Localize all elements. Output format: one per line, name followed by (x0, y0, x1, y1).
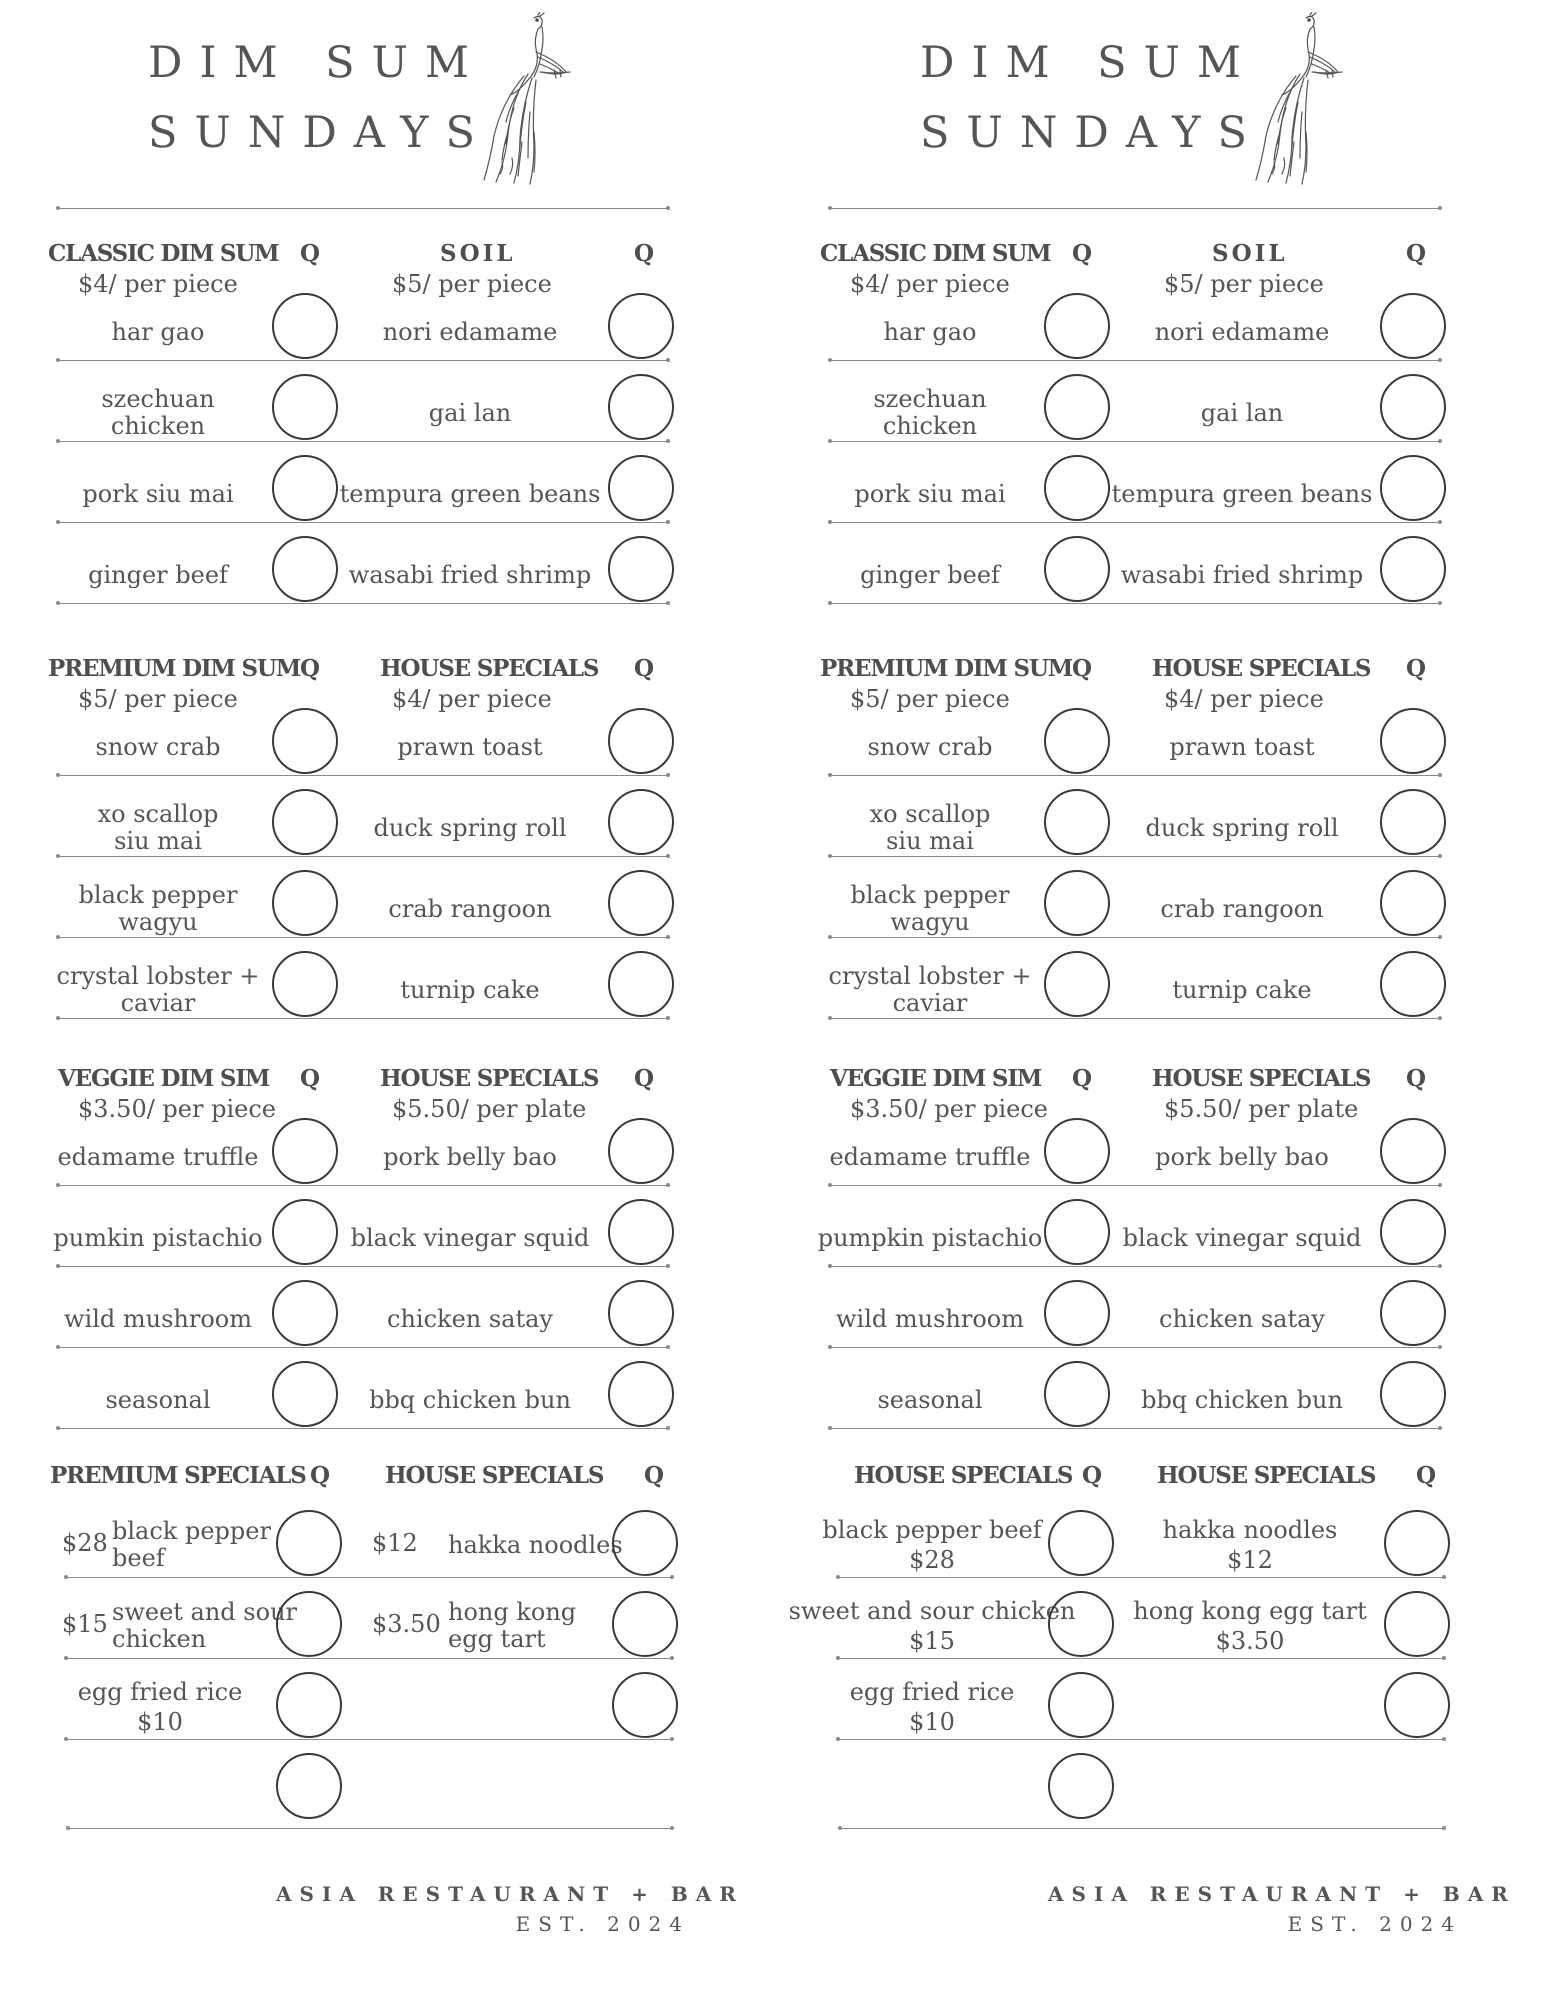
bottom-divider (68, 1828, 672, 1829)
menu-item-left: szechuan chicken (101, 385, 215, 440)
quantity-circle-right[interactable] (1380, 789, 1446, 855)
menu-item-left: har gao (111, 317, 205, 346)
row-divider (58, 1185, 668, 1186)
section-price-right: $5.50/ per plate (392, 1095, 587, 1123)
quantity-circle-right[interactable] (608, 293, 674, 359)
menu-item-left: pork siu mai (82, 479, 234, 508)
quantity-circle-left[interactable] (1044, 789, 1110, 855)
section-header-right: HOUSE SPECIALS (385, 1462, 604, 1489)
menu-item-left: pork siu mai (854, 479, 1006, 508)
menu-item-left: snow crab (867, 732, 993, 761)
section-header-right: HOUSE SPECIALS (1157, 1462, 1376, 1489)
menu-item-right: tempura green beans (339, 479, 601, 508)
quantity-header-right: Q (634, 655, 655, 682)
quantity-circle-right[interactable] (1380, 1199, 1446, 1265)
quantity-circle-left[interactable] (1044, 293, 1110, 359)
menu-item-left: black pepper beef $28 (822, 1516, 1042, 1574)
section-price-left: $3.50/ per piece (850, 1095, 1048, 1123)
menu-item-left: har gao (883, 317, 977, 346)
menu-item-left: edamame truffle (829, 1142, 1031, 1171)
row-divider (830, 775, 1440, 776)
quantity-circle-left[interactable] (1044, 870, 1110, 936)
item-price-left: $15 (62, 1610, 108, 1638)
menu-item-left: ginger beef (88, 560, 228, 589)
menu-item-right: turnip cake (1172, 975, 1312, 1004)
menu-item-left: wild mushroom (835, 1304, 1025, 1333)
quantity-circle-right[interactable] (608, 455, 674, 521)
quantity-circle-left[interactable] (1044, 1280, 1110, 1346)
menu-item-left: seasonal (105, 1385, 211, 1414)
menu-item-left: xo scallop siu mai (869, 800, 991, 855)
quantity-header-left: Q (300, 1065, 321, 1092)
quantity-circle-right[interactable] (608, 789, 674, 855)
row-divider (830, 856, 1440, 857)
section-price-left: $4/ per piece (78, 270, 238, 298)
row-divider (58, 441, 668, 442)
quantity-circle-left[interactable] (272, 374, 338, 440)
quantity-circle-left[interactable] (272, 1199, 338, 1265)
menu-item-right: nori edamame (1154, 317, 1330, 346)
quantity-header-right: Q (1416, 1462, 1437, 1489)
quantity-circle-left[interactable] (272, 789, 338, 855)
menu-title-line1: DIM SUM (920, 38, 1258, 88)
menu-item-left: black pepper wagyu (850, 881, 1010, 936)
menu-item-left: szechuan chicken (873, 385, 987, 440)
quantity-circle-right[interactable] (608, 1280, 674, 1346)
quantity-circle-right[interactable] (1380, 1118, 1446, 1184)
row-divider (58, 937, 668, 938)
quantity-circle-left[interactable] (1048, 1591, 1114, 1657)
item-price-right: $12 (372, 1529, 418, 1557)
menu-item-right: crab rangoon (1160, 894, 1324, 923)
menu-item-right: crab rangoon (388, 894, 552, 923)
menu-item-left: xo scallop siu mai (97, 800, 219, 855)
menu-item-right: chicken satay (1159, 1304, 1325, 1333)
menu-item-right: prawn toast (1169, 732, 1315, 761)
row-divider (830, 937, 1440, 938)
section-price-right: $5/ per piece (1164, 270, 1324, 298)
section-header-left: VEGGIE DIM SIM (58, 1065, 270, 1092)
top-divider (58, 208, 668, 209)
section-price-right: $5/ per piece (392, 270, 552, 298)
menu-item-left: sweet and sour chicken $15 (788, 1597, 1076, 1655)
menu-item-left: pumkin pistachio (53, 1223, 263, 1252)
top-divider (830, 208, 1440, 209)
row-divider (830, 1266, 1440, 1267)
menu-item-left: crystal lobster + caviar (56, 962, 260, 1017)
quantity-circle-right[interactable] (608, 951, 674, 1017)
quantity-circle-right[interactable] (612, 1510, 678, 1576)
restaurant-name: ASIA RESTAURANT + BAR (1048, 1882, 1516, 1906)
quantity-circle-left[interactable] (272, 536, 338, 602)
quantity-circle-left[interactable] (272, 708, 338, 774)
quantity-circle-left[interactable] (272, 1361, 338, 1427)
quantity-circle-right[interactable] (1380, 455, 1446, 521)
row-divider (830, 522, 1440, 523)
section-header-right: HOUSE SPECIALS (380, 655, 599, 682)
section-price-left: $4/ per piece (850, 270, 1010, 298)
menu-item-right: turnip cake (400, 975, 540, 1004)
quantity-circle-left[interactable] (1044, 708, 1110, 774)
row-divider (830, 1428, 1440, 1429)
menu-item-left: crystal lobster + caviar (828, 962, 1032, 1017)
row-divider (58, 856, 668, 857)
quantity-circle-left[interactable] (1044, 951, 1110, 1017)
menu-item-left: black pepper beef (112, 1517, 271, 1572)
quantity-circle-left[interactable] (1044, 455, 1110, 521)
row-divider (58, 360, 668, 361)
quantity-header-left: Q (1072, 1065, 1093, 1092)
menu-item-left: black pepper wagyu (78, 881, 238, 936)
quantity-circle-right[interactable] (608, 708, 674, 774)
quantity-circle-right[interactable] (612, 1591, 678, 1657)
section-header-right: HOUSE SPECIALS (380, 1065, 599, 1092)
quantity-circle-right[interactable] (608, 1361, 674, 1427)
quantity-circle-right[interactable] (1384, 1510, 1450, 1576)
menu-item-right: hakka noodles $12 (1162, 1516, 1338, 1574)
section-header-right: SOIL (440, 240, 516, 267)
menu-item-right: gai lan (1200, 398, 1284, 427)
menu-item-left: pumpkin pistachio (817, 1223, 1043, 1252)
quantity-circle-left[interactable] (272, 1118, 338, 1184)
peacock-illustration (1240, 12, 1350, 187)
menu-item-right: tempura green beans (1111, 479, 1373, 508)
row-divider (58, 1428, 668, 1429)
section-header-right: HOUSE SPECIALS (1152, 655, 1371, 682)
quantity-circle-left[interactable] (276, 1510, 342, 1576)
menu-item-left: wild mushroom (63, 1304, 253, 1333)
item-price-left: $28 (62, 1529, 108, 1557)
row-divider (830, 603, 1440, 604)
section-header-left: CLASSIC DIM SUM (820, 240, 1051, 267)
section-price-left: $5/ per piece (850, 685, 1010, 713)
menu-item-right: wasabi fried shrimp (1120, 560, 1364, 589)
quantity-header-left: Q (1072, 655, 1093, 682)
row-divider (58, 522, 668, 523)
row-divider (830, 441, 1440, 442)
quantity-circle-left[interactable] (1048, 1510, 1114, 1576)
section-price-left: $3.50/ per piece (78, 1095, 276, 1123)
menu-item-right: duck spring roll (373, 813, 567, 842)
menu-item-left: sweet and sour chicken (112, 1598, 297, 1653)
menu-card-left (0, 0, 772, 2000)
section-header-left: CLASSIC DIM SUM (48, 240, 279, 267)
menu-item-right: black vinegar squid (1122, 1223, 1362, 1252)
section-price-right: $4/ per piece (392, 685, 552, 713)
section-header-right: HOUSE SPECIALS (1152, 1065, 1371, 1092)
quantity-header-left: Q (300, 655, 321, 682)
section-header-left: PREMIUM SPECIALS (50, 1462, 306, 1489)
menu-item-right: wasabi fried shrimp (348, 560, 592, 589)
quantity-circle-left[interactable] (1044, 1199, 1110, 1265)
menu-item-right: nori edamame (382, 317, 558, 346)
quantity-circle-left[interactable] (1044, 1361, 1110, 1427)
quantity-circle-right[interactable] (1384, 1672, 1450, 1738)
quantity-circle-left[interactable] (1044, 374, 1110, 440)
section-header-left: HOUSE SPECIALS (854, 1462, 1073, 1489)
established-year: EST. 2024 (515, 1912, 690, 1936)
menu-item-left: edamame truffle (57, 1142, 259, 1171)
quantity-circle-left[interactable] (1044, 1118, 1110, 1184)
quantity-circle-left[interactable] (276, 1753, 342, 1819)
quantity-circle-left[interactable] (272, 1280, 338, 1346)
row-divider (66, 1577, 672, 1578)
row-divider (66, 1658, 672, 1659)
menu-title-line1: DIM SUM (148, 38, 486, 88)
menu-item-right: pork belly bao (1155, 1142, 1329, 1171)
menu-item-right: hong kong egg tart (448, 1598, 577, 1653)
row-divider (58, 1018, 668, 1019)
quantity-circle-right[interactable] (608, 536, 674, 602)
quantity-circle-right[interactable] (608, 1118, 674, 1184)
restaurant-name: ASIA RESTAURANT + BAR (276, 1882, 744, 1906)
quantity-circle-right[interactable] (608, 374, 674, 440)
menu-item-right: bbq chicken bun (1141, 1385, 1343, 1414)
menu-item-left: seasonal (877, 1385, 983, 1414)
row-divider (830, 1185, 1440, 1186)
quantity-header-left: Q (300, 240, 321, 267)
quantity-circle-right[interactable] (1384, 1591, 1450, 1657)
quantity-header-right: Q (634, 240, 655, 267)
menu-item-right: chicken satay (387, 1304, 553, 1333)
quantity-header-left: Q (1072, 240, 1093, 267)
section-header-right: SOIL (1212, 240, 1288, 267)
menu-title-line2: SUNDAYS (920, 108, 1264, 158)
quantity-circle-right[interactable] (1380, 293, 1446, 359)
row-divider (58, 775, 668, 776)
menu-item-left: snow crab (95, 732, 221, 761)
quantity-header-right: Q (1406, 240, 1427, 267)
section-price-right: $5.50/ per plate (1164, 1095, 1359, 1123)
row-divider (830, 1018, 1440, 1019)
row-divider (830, 1347, 1440, 1348)
menu-item-left: egg fried rice $10 (849, 1678, 1015, 1736)
quantity-header-right: Q (634, 1065, 655, 1092)
row-divider (58, 1347, 668, 1348)
quantity-circle-right[interactable] (1380, 870, 1446, 936)
row-divider (838, 1577, 1444, 1578)
row-divider (838, 1658, 1444, 1659)
menu-card-right (772, 0, 1544, 2000)
quantity-circle-right[interactable] (1380, 374, 1446, 440)
row-divider (838, 1739, 1444, 1740)
menu-item-right: black vinegar squid (350, 1223, 590, 1252)
quantity-header-left: Q (310, 1462, 331, 1489)
quantity-circle-right[interactable] (612, 1672, 678, 1738)
quantity-circle-right[interactable] (608, 1199, 674, 1265)
peacock-illustration (468, 12, 578, 187)
menu-item-right: bbq chicken bun (369, 1385, 571, 1414)
bottom-divider (840, 1828, 1444, 1829)
quantity-circle-right[interactable] (608, 870, 674, 936)
quantity-circle-left[interactable] (272, 951, 338, 1017)
row-divider (66, 1739, 672, 1740)
section-header-left: PREMIUM DIM SUM (48, 655, 300, 682)
menu-item-left: egg fried rice $10 (77, 1678, 243, 1736)
menu-item-right: duck spring roll (1145, 813, 1339, 842)
menu-item-right: hong kong egg tart $3.50 (1133, 1597, 1367, 1655)
section-price-left: $5/ per piece (78, 685, 238, 713)
section-price-right: $4/ per piece (1164, 685, 1324, 713)
menu-item-left: ginger beef (860, 560, 1000, 589)
quantity-circle-left[interactable] (276, 1591, 342, 1657)
quantity-circle-right[interactable] (1380, 1280, 1446, 1346)
menu-item-right: hakka noodles (448, 1530, 623, 1559)
quantity-circle-right[interactable] (1380, 536, 1446, 602)
quantity-circle-left[interactable] (272, 870, 338, 936)
menu-title-line2: SUNDAYS (148, 108, 492, 158)
quantity-circle-left[interactable] (272, 455, 338, 521)
quantity-circle-left[interactable] (276, 1672, 342, 1738)
row-divider (830, 360, 1440, 361)
quantity-circle-right[interactable] (1380, 708, 1446, 774)
quantity-header-left: Q (1082, 1462, 1103, 1489)
section-header-left: PREMIUM DIM SUM (820, 655, 1072, 682)
quantity-header-right: Q (1406, 655, 1427, 682)
quantity-circle-left[interactable] (1048, 1672, 1114, 1738)
quantity-circle-right[interactable] (1380, 1361, 1446, 1427)
row-divider (58, 1266, 668, 1267)
established-year: EST. 2024 (1287, 1912, 1462, 1936)
quantity-header-right: Q (644, 1462, 665, 1489)
row-divider (58, 603, 668, 604)
quantity-circle-left[interactable] (1044, 536, 1110, 602)
menu-item-right: pork belly bao (383, 1142, 557, 1171)
quantity-circle-right[interactable] (1380, 951, 1446, 1017)
quantity-header-right: Q (1406, 1065, 1427, 1092)
menu-item-right: prawn toast (397, 732, 543, 761)
quantity-circle-left[interactable] (272, 293, 338, 359)
section-header-left: VEGGIE DIM SIM (830, 1065, 1042, 1092)
item-price-right: $3.50 (372, 1610, 441, 1638)
menu-item-right: gai lan (428, 398, 512, 427)
quantity-circle-left[interactable] (1048, 1753, 1114, 1819)
